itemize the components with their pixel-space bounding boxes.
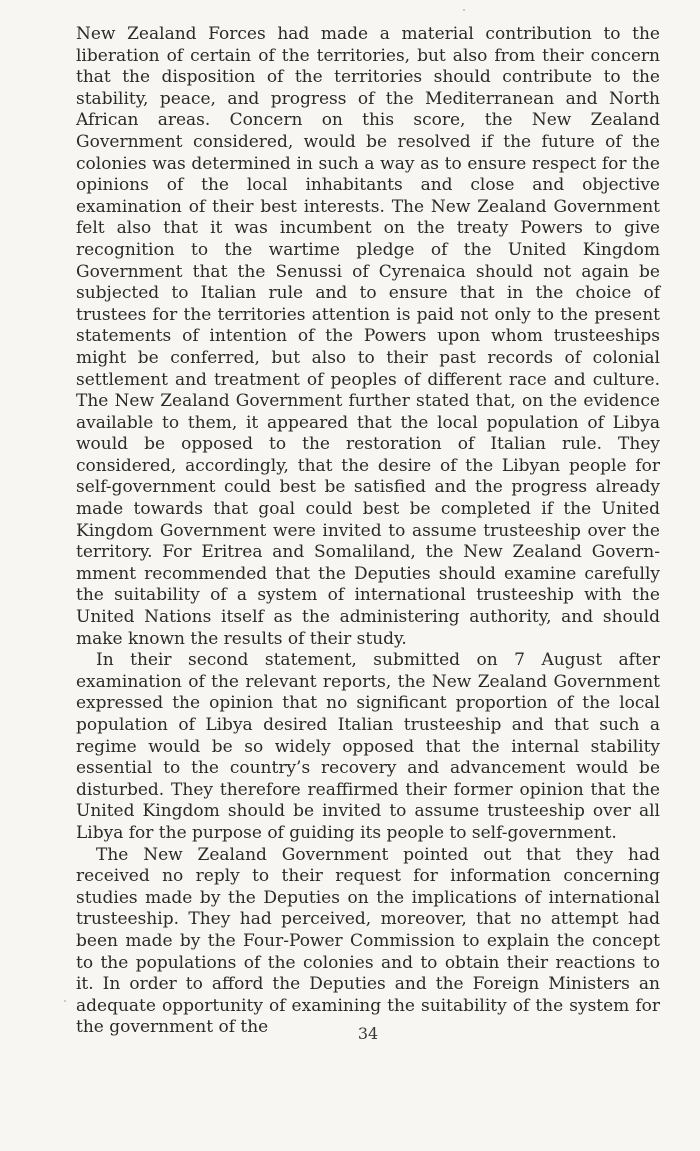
paragraph-1: New Zealand Forces had made a material contribution to the liberation of certain of the territories, but also from their concern that the disposition of the territories should contribute to the stability, peace, and progress of the Mediterranean and North African areas. Concern on this score, the New Zealand Government considered, would be resolved if the future of the colonies was determined in such a way as to ensure respect for the opinions of the local inhabitants and close and objective examination of their best interests. The New Zealand Government felt also that it was incumbent on the treaty Powers to give recognition to the wartime pledge of the United Kingdom Government that the Senussi of Cyrenaica should not again be subjected to Italian rule and to ensure that in the choice of trustees for the territories attention is paid not only to the present statements of intention of the Powers upon whom trusteeships might be conferred, but also to their past records of colonial settlement and treatment of peoples of different race and culture. The New Zealand Government further stated that, on the evidence available to them, it appeared that the local population of Libya would be opposed to the restoration of Italian rule. They considered, accordingly, that the desire of the Libyan people for self-government could best be satisfied and the progress already made towards that goal could best be completed if the United Kingdom Government were invited to assume trusteeship over the territory. For Eritrea and Somaliland, the New Zealand Governmment recommended that the Deputies should examine carefully the suitability of a system of international trusteeship with the United Nations itself as the administering authority, and should make known the results of their study.: [76, 24, 660, 649]
scan-speck: [64, 1000, 66, 1002]
paragraph-2: In their second statement, submitted on 7 August after examination of the relevant reports, the New Zealand Government expressed the opinion that no significant proportion of the local population of Libya desired Italian trusteeship and that such a regime would be so widely opposed that the internal stability essential to the country’s recovery and advancement would be disturbed. They therefore reaffirmed their former opinion that the United Kingdom should be invited to assume trusteeship over all Libya for the purpose of guiding its people to self-government.: [76, 650, 660, 843]
document-page: [76, 24, 660, 1124]
scan-speck: [463, 9, 465, 11]
paragraph-3: The New Zealand Government pointed out that they had received no reply to their request for information concerning studies made by the Deputies on the implications of international trusteeship. They had perceived, moreover, that no attempt had been made by the Four-Power Commission to explain the concept to the populations of the colonies and to obtain their reactions to it. In order to afford the Deputies and the Foreign Ministers an adequate opportunity of examining the suitability of the system for the government of the: [76, 844, 660, 1038]
page-number: 34: [357, 1024, 379, 1043]
